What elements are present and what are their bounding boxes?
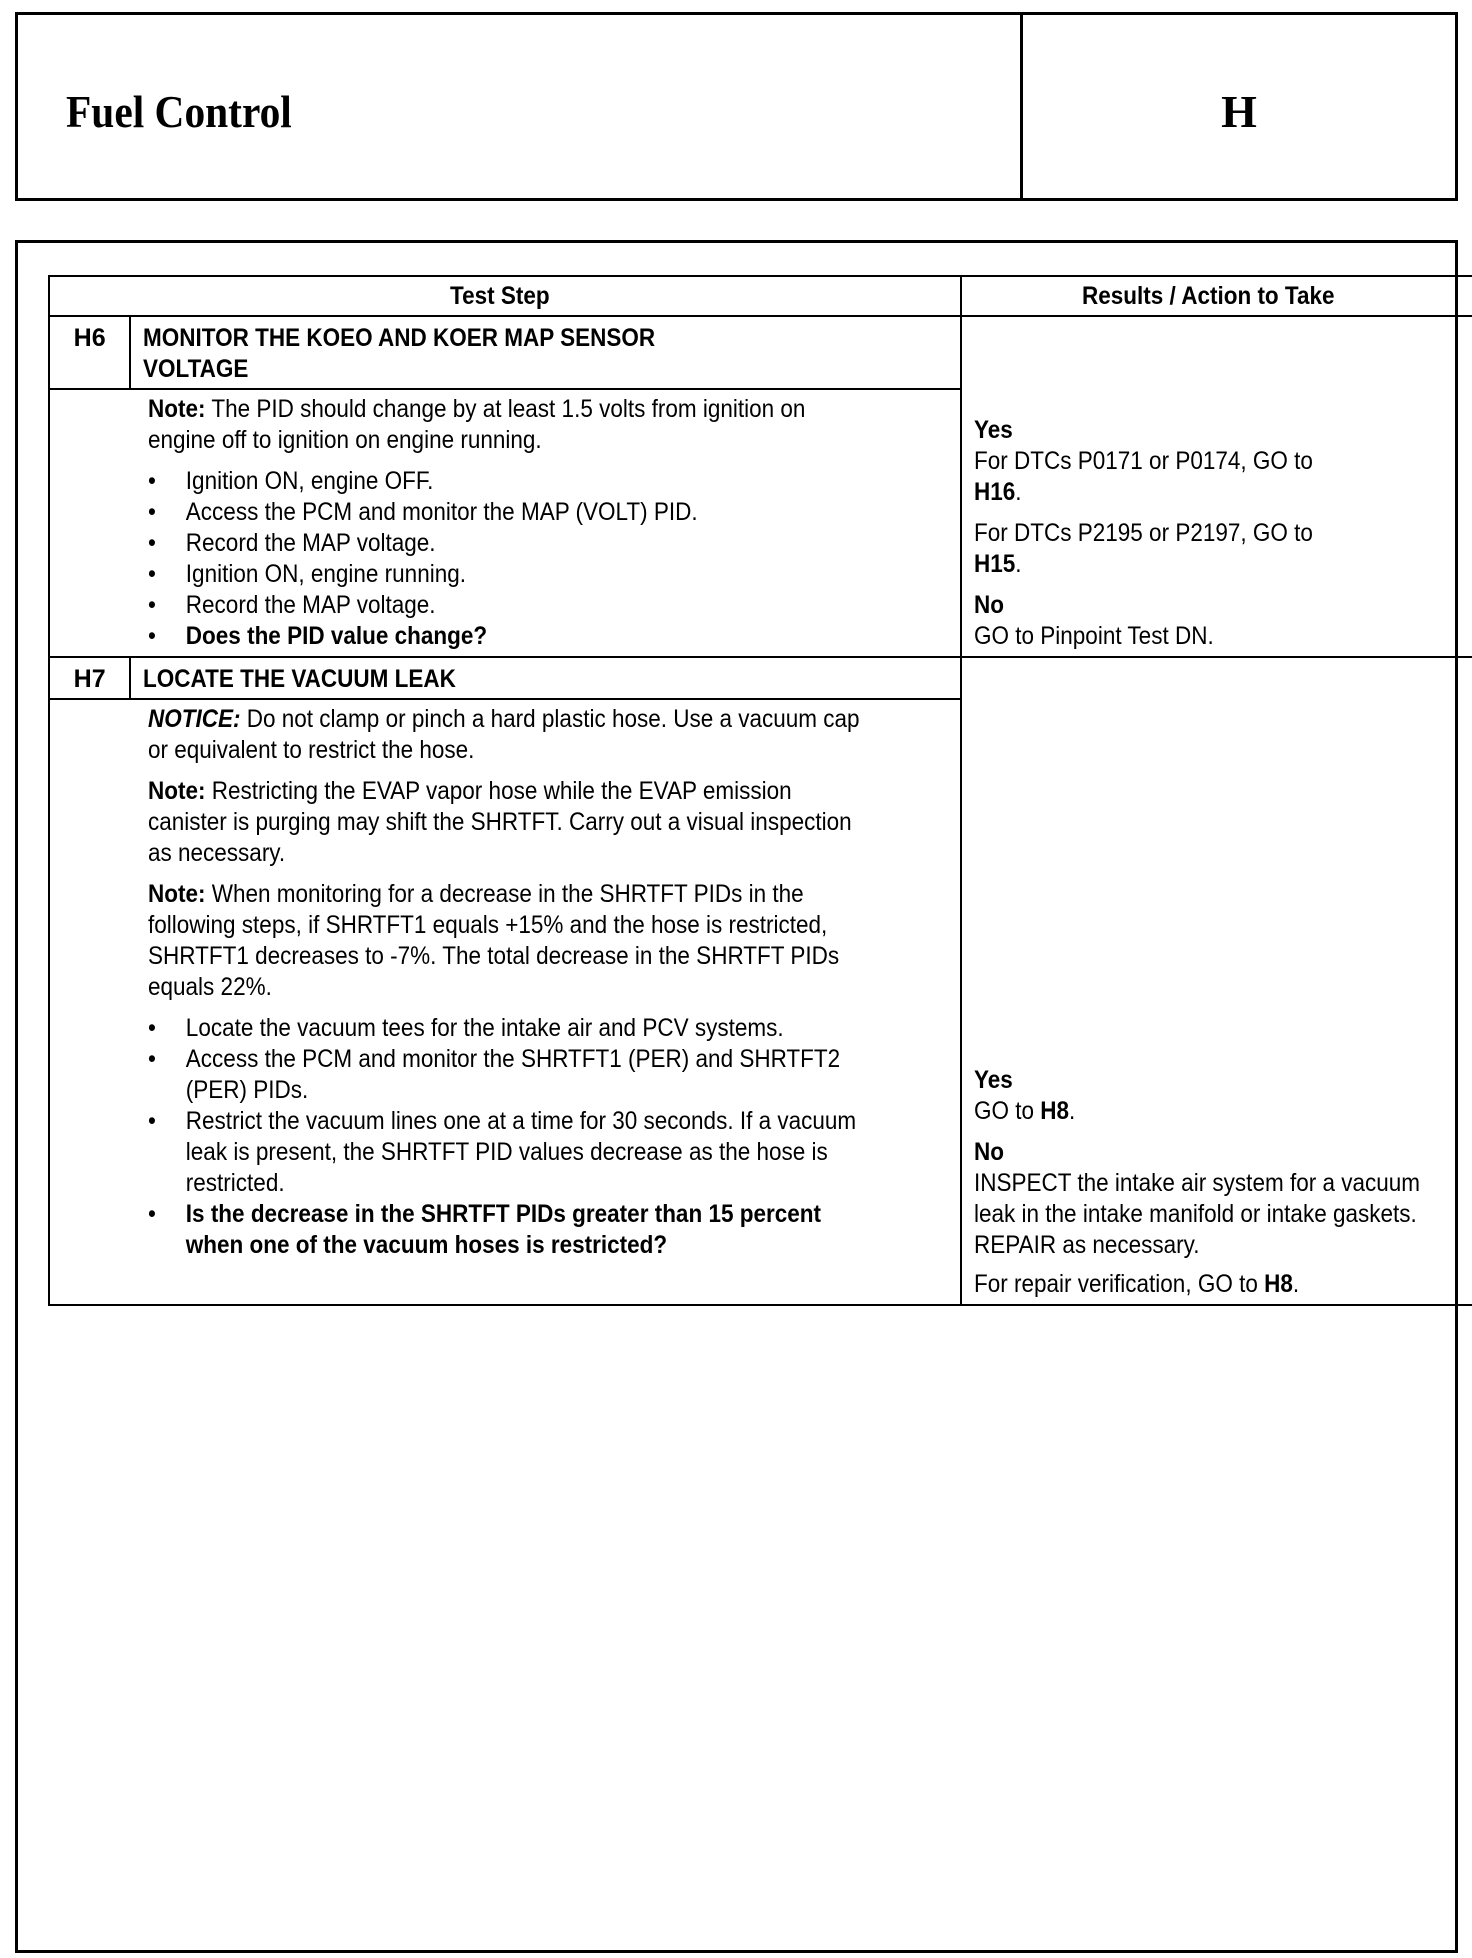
step-question: • Is the decrease in the SHRTFT PIDs greater than 15 percent when one of the vacuum hoses is restricted? (148, 1199, 868, 1261)
step-item: • Record the MAP voltage. (148, 590, 868, 621)
goto-step-link[interactable]: H16 (974, 478, 1016, 506)
step-id: H6 (49, 316, 130, 389)
verify-text: For repair verification, GO to (974, 1270, 1265, 1298)
step-item: • Access the PCM and monitor the SHRTFT1 (PER) and SHRTFT2 (PER) PIDs. (148, 1044, 868, 1106)
col-test-step: Test Step (49, 276, 961, 316)
goto-step-link[interactable]: H15 (974, 550, 1016, 578)
yes-text: For DTCs P2195 or P2197, GO to (974, 519, 1313, 547)
test-step-table (48, 275, 1472, 1306)
yes-label: Yes (974, 416, 1013, 444)
note-text: When monitoring for a decrease in the SHRTFT PIDs in the following steps, if SHRTFT1 equals +15% and the hose is restricted, SHRTFT1 decreases to -7%. The total decrease in the SHRTFT PIDs equals 22%. (148, 880, 840, 1001)
section-letter: H (1221, 86, 1257, 137)
step-item: • Locate the vacuum tees for the intake air and PCV systems. (148, 1013, 868, 1044)
step-body: NOTICE: Do not clamp or pinch a hard plastic hose. Use a vacuum cap or equivalent to restrict the hose. Note: Restricting the EVAP vapor hose while the EVAP emission canister is purging may shift the SHRTFT. Carry out a visual inspection as necessary. Note: When monitoring for a decrease in the SHRTFT PIDs in the following steps, if SHRTFT1 equals +15% and the hose is restricted, SHRTFT1 decreases to -7%. The total decrease in the SHRTFT PIDs equals 22%. • Locate the vacuum tees for the intake air and PCV systems. • Access the PCM and monitor the SHRTFT1 (PER) and SHRTFT2 (PER) PIDs. • Restrict the vacuum lines one at a time for 30 seconds. If a vacuum leak is present, the SHRTFT PID values decrease as the hose is restricted. • Is the decrease in the SHRTFT PIDs greater than 15 percent when one of the vacuum hoses is restricted? (49, 699, 961, 1305)
page-header (15, 12, 1458, 201)
yes-text: GO to (974, 1097, 1041, 1125)
step-title: LOCATE THE VACUUM LEAK (130, 657, 961, 699)
step-item: • Restrict the vacuum lines one at a time for 30 seconds. If a vacuum leak is present, the SHRTFT PID values decrease as the hose is restricted. (148, 1106, 868, 1199)
step-body: Note: The PID should change by at least 1.5 volts from ignition on engine off to ignition on engine running. • Ignition ON, engine OFF. • Access the PCM and monitor the MAP (VOLT) PID. • Record the MAP voltage. • Ignition ON, engine running. • Record the MAP voltage. • Does the PID value change? (49, 389, 961, 657)
notice-label: NOTICE: (148, 705, 241, 733)
step-item: • Record the MAP voltage. (148, 528, 868, 559)
yes-text: For DTCs P0171 or P0174, GO to (974, 447, 1313, 475)
page-title: Fuel Control (66, 86, 292, 137)
no-text: INSPECT the intake air system for a vacuum leak in the intake manifold or intake gaskets. REPAIR as necessary. (974, 1169, 1421, 1259)
goto-step-link[interactable]: H8 (1264, 1270, 1293, 1298)
h7-title-row (49, 657, 1472, 699)
table-header-row (49, 276, 1472, 316)
step-item: • Ignition ON, engine OFF. (148, 466, 868, 497)
step-question: • Does the PID value change? (148, 621, 868, 652)
no-label: No (974, 591, 1004, 619)
yes-label: Yes (974, 1066, 1013, 1094)
goto-step-link[interactable]: H8 (1040, 1097, 1070, 1125)
h7-results: Yes GO to H8. No INSPECT the intake air system for a vacuum leak in the intake manifold or intake gaskets. REPAIR as necessary. For repair verification, GO to H8. (961, 657, 1472, 1305)
step-id: H7 (49, 657, 130, 699)
note-text: The PID should change by at least 1.5 volts from ignition on engine off to ignition on engine running. (148, 395, 806, 454)
h6-title-row (49, 316, 1472, 389)
step-item: • Ignition ON, engine running. (148, 559, 868, 590)
col-results: Results / Action to Take (961, 276, 1472, 316)
notice-text: Do not clamp or pinch a hard plastic hose. Use a vacuum cap or equivalent to restrict the hose. (148, 705, 860, 764)
no-label: No (974, 1138, 1004, 1166)
no-text: GO to Pinpoint Test DN. (974, 622, 1214, 650)
h6-results: Yes For DTCs P0171 or P0174, GO to H16. For DTCs P2195 or P2197, GO to H15. No GO to Pinpoint Test DN. (961, 316, 1472, 657)
step-title: MONITOR THE KOEO AND KOER MAP SENSOR VOLTAGE (130, 316, 961, 389)
note-text: Restricting the EVAP vapor hose while the EVAP emission canister is purging may shift the SHRTFT. Carry out a visual inspection as necessary. (148, 777, 852, 867)
step-item: • Access the PCM and monitor the MAP (VOLT) PID. (148, 497, 868, 528)
